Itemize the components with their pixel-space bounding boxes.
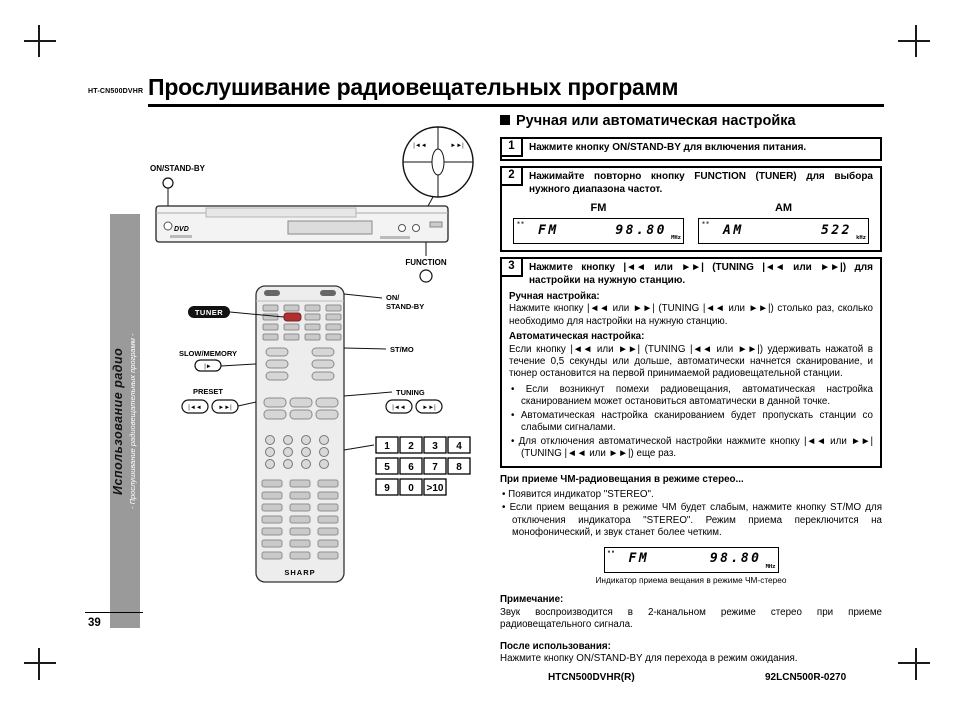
dvd-player-illustration	[156, 206, 448, 242]
after-use-section	[500, 641, 882, 666]
step-1	[500, 137, 882, 161]
step-2-text: Нажимайте повторно кнопку FUNCTION (TUNER) для выбора нужного диапазона частот.	[529, 171, 873, 195]
numpad-key: 6	[408, 462, 414, 473]
note-heading: Примечание:	[500, 594, 564, 606]
section-bullet-square	[500, 115, 510, 125]
remote-brand-label: SHARP	[284, 568, 316, 577]
stereo-heading: При приеме ЧМ-радиовещания в режиме стерео...	[500, 473, 744, 485]
skip-forward-icon: ►►|	[422, 405, 436, 411]
device-illustration	[140, 100, 490, 600]
instructions-column	[500, 112, 882, 665]
step-2	[500, 166, 882, 252]
am-example	[698, 202, 869, 244]
on-standby-remote-callout	[344, 293, 424, 311]
dvd-logo: DVD	[174, 226, 189, 233]
tuning-callout	[344, 388, 442, 413]
preset-label: PRESET	[192, 387, 224, 396]
on-standby-label-line2: STAND-BY	[386, 302, 425, 311]
note-section	[500, 594, 882, 631]
footer-document-code: 92LCN500R-0270	[765, 672, 847, 683]
page-title: Прослушивание радиовещательных программ	[148, 74, 679, 100]
am-band-label: AM	[774, 202, 793, 215]
st-mo-label: ST/MO	[390, 345, 414, 354]
slow-icon: |►	[204, 364, 212, 370]
numpad-callout	[344, 437, 470, 495]
stereo-display-band: FM	[628, 551, 650, 567]
preset-callout	[182, 387, 256, 413]
step-3-number: 3	[502, 259, 523, 277]
on-standby-label: ON/STAND-BY	[150, 164, 205, 173]
tuner-label: TUNER	[194, 308, 224, 317]
skip-forward-icon: ►►|	[450, 143, 464, 149]
auto-tuning-text: Если кнопку |◄◄ или ►►| (TUNING |◄◄ или ►►|) удерживать нажатой в течение 0,5 секунды или дольше, автоматически начнется сканирование, и тюнер остановится на первой принимаемой радиовещательной станции.	[509, 343, 873, 380]
footer-model-code: HTCN500DVHR(R)	[548, 672, 635, 683]
numpad-key: >10	[426, 483, 444, 494]
fm-display	[513, 218, 684, 244]
remote-illustration	[256, 286, 344, 582]
on-standby-label-line1: ON/	[386, 293, 400, 302]
sidebar-tab	[110, 214, 140, 628]
fm-example	[513, 202, 684, 244]
sidebar-section-label: Использование радио	[111, 347, 125, 495]
numpad-key: 0	[408, 483, 414, 494]
skip-back-icon: |◄◄	[188, 405, 202, 411]
numpad-key: 3	[432, 441, 438, 452]
stereo-display-unit: MHz	[765, 563, 776, 570]
am-display-unit: kHz	[856, 235, 866, 242]
am-display	[698, 218, 869, 244]
numpad-key: 1	[384, 441, 390, 452]
numpad-key: 8	[456, 462, 462, 473]
fm-display-unit: MHz	[671, 235, 681, 242]
st-mo-callout	[344, 345, 414, 354]
stereo-fm-display	[604, 547, 779, 573]
band-examples	[513, 202, 869, 244]
crop-mark	[898, 40, 930, 42]
section-heading	[500, 112, 882, 130]
stereo-display-wrap	[604, 547, 779, 573]
fm-display-value: 98.80	[615, 223, 667, 239]
note-text: Звук воспроизводится в 2-канальном режиме стерео при приеме радиовещательного сигнала.	[500, 606, 882, 631]
sidebar-subsection-label: - Прослушивание радиовещательных программ -	[128, 333, 137, 509]
am-display-value: 522	[821, 223, 852, 239]
model-tag: HT-CN500DVHR	[88, 88, 144, 95]
numpad-key: 7	[432, 462, 438, 473]
tuner-indicator-icon: ▪▪	[702, 220, 711, 227]
tuning-label: TUNING	[396, 388, 425, 397]
bullet-item: • Появится индикатор "STEREO".	[502, 489, 882, 501]
step-3-details	[509, 291, 873, 461]
fm-display-band: FM	[538, 223, 559, 239]
skip-forward-icon: ►►|	[218, 405, 232, 411]
numpad-key: 2	[408, 441, 414, 452]
slow-memory-callout	[179, 349, 256, 371]
am-display-band: AM	[723, 223, 744, 239]
manual-tuning-heading: Ручная настройка:	[509, 290, 600, 302]
crop-mark	[898, 662, 930, 664]
crop-mark	[24, 662, 56, 664]
skip-back-icon: |◄◄	[413, 143, 427, 149]
step-3	[500, 257, 882, 467]
fm-band-label: FM	[590, 202, 607, 215]
crop-mark	[38, 648, 40, 680]
step-2-number: 2	[502, 168, 523, 186]
step-1-text: Нажмите кнопку ON/STAND-BY для включения питания.	[529, 142, 807, 154]
numpad-key: 5	[384, 462, 390, 473]
function-label: FUNCTION	[405, 258, 447, 267]
after-use-heading: После использования:	[500, 640, 611, 652]
tuner-button-icon	[284, 313, 301, 321]
numpad-key: 4	[456, 441, 462, 452]
step-3-text: Нажмите кнопку |◄◄ или ►►| (TUNING |◄◄ или ►►|) для настройки на нужную станцию.	[529, 262, 873, 287]
front-display	[288, 221, 372, 234]
bullet-item: • Автоматическая настройка сканированием будет пропускать станции со слабыми сигналами.	[511, 410, 873, 435]
page-number: 39	[88, 617, 101, 629]
bullet-item: • Если прием вещания в режиме ЧМ будет слабым, нажмите кнопку ST/MO для отключения индикатора "STEREO". Режим приема переключится на монофонический, и звук станет более четким.	[502, 502, 882, 539]
step-3-bullets	[511, 384, 873, 461]
tuner-indicator-icon: ▪▪	[517, 220, 526, 227]
slow-memory-label: SLOW/MEMORY	[178, 349, 238, 358]
manual-tuning-text: Нажмите кнопку |◄◄ или ►►| (TUNING |◄◄ или ►►|) столько раз, сколько необходимо для настройки на нужную станцию.	[509, 303, 873, 327]
bullet-item: • Если возникнут помехи радиовещания, автоматическая настройка сканированием может остановиться автоматически в данной точке.	[511, 384, 873, 409]
after-use-text: Нажмите кнопку ON/STAND-BY для перехода в режим ожидания.	[500, 652, 798, 664]
section-heading-text: Ручная или автоматическая настройка	[516, 113, 796, 129]
stereo-display-caption: Индикатор приема вещания в режиме ЧМ-стерео	[595, 574, 787, 585]
tuner-indicator-icon: ▪▪	[607, 548, 616, 555]
jog-dial-illustration	[403, 127, 473, 206]
stereo-section	[500, 474, 882, 586]
auto-tuning-heading: Автоматическая настройка:	[509, 331, 645, 343]
crop-mark	[24, 40, 56, 42]
stereo-bullets	[502, 489, 882, 540]
step-1-number: 1	[502, 139, 523, 157]
crop-mark	[915, 648, 917, 680]
stereo-display-value: 98.80	[709, 551, 762, 567]
numpad-key: 9	[384, 483, 390, 494]
skip-back-icon: |◄◄	[392, 405, 406, 411]
page-number-rule	[85, 612, 143, 613]
power-button-icon	[163, 178, 173, 188]
function-button-icon	[420, 270, 432, 282]
bullet-item: • Для отключения автоматической настройки нажмите кнопку |◄◄ или ►►| (TUNING |◄◄ или ►►|) еще раз.	[511, 436, 873, 461]
